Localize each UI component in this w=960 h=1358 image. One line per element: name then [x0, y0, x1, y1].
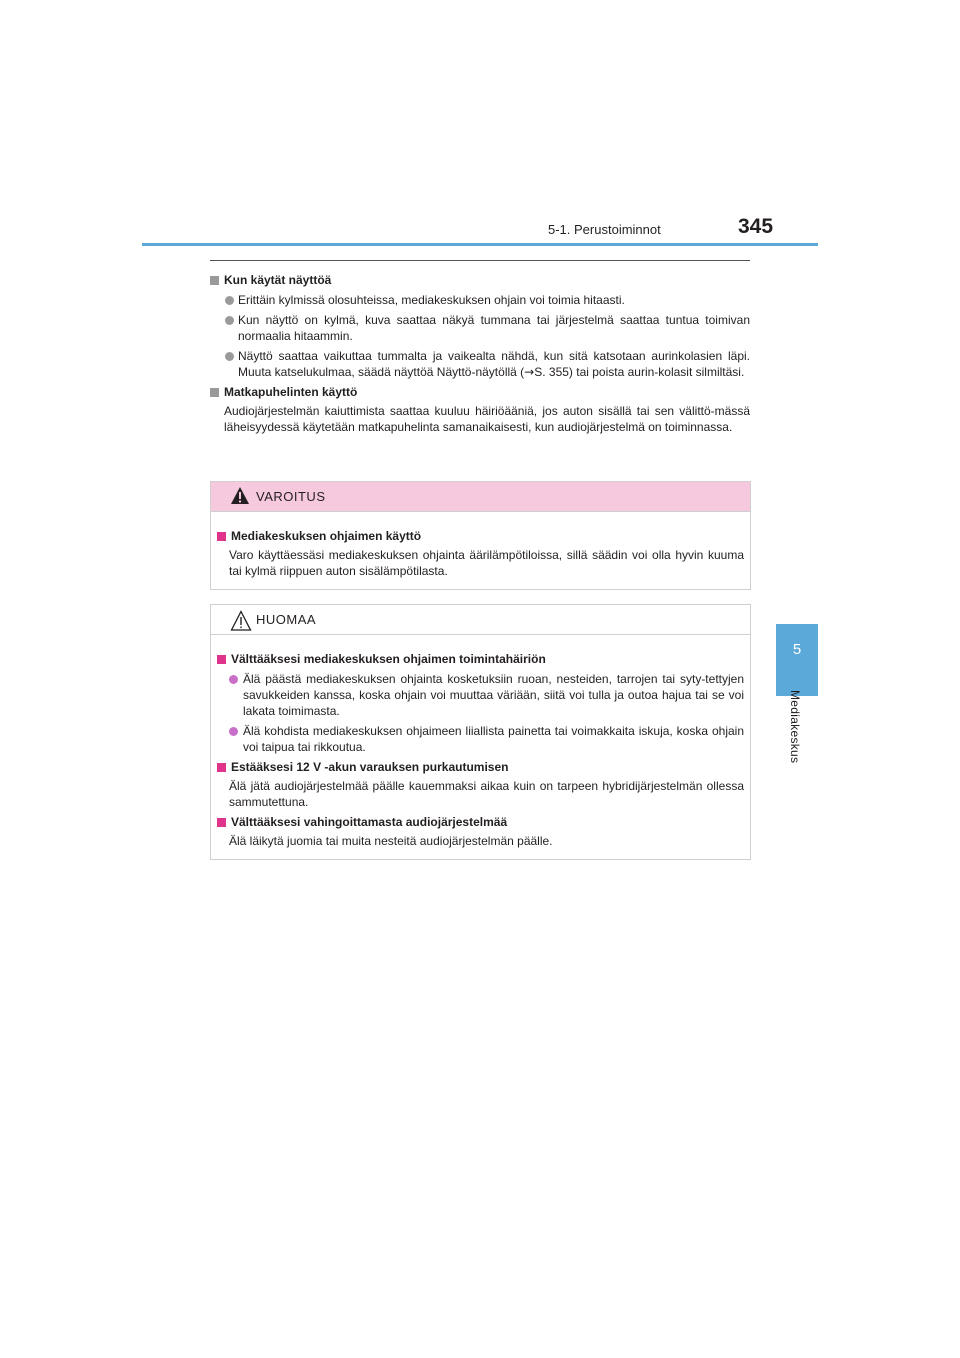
notice-item-title: Estääksesi 12 V -akun varauksen purkautumisen [231, 760, 509, 774]
list-item-text: Kun näyttö on kylmä, kuva saattaa näkyä tummana tai järjestelmä saattaa tuntua toimivan normaalia hitaammin. [238, 313, 750, 343]
list-item [217, 723, 744, 755]
notice-title: HUOMAA [256, 612, 317, 627]
warning-item-text: Varo käyttäessäsi mediakeskuksen ohjainta äärilämpötiloissa, sillä säädin voi olla hyvin kuuma tai kylmä riippuen auton sisälämpötilasta. [229, 548, 744, 578]
warning-header [211, 482, 750, 512]
chapter-number: 5 [792, 641, 802, 658]
round-bullet-icon [225, 296, 234, 305]
section-heading [210, 384, 750, 400]
warning-triangle-icon [230, 486, 250, 510]
round-bullet-icon [225, 316, 234, 325]
header-section-title: 5-1. Perustoiminnot [548, 222, 661, 237]
list-item [210, 348, 750, 380]
square-bullet-icon [217, 763, 226, 772]
list-item [210, 312, 750, 344]
notice-item-heading [217, 814, 744, 830]
chapter-tab [776, 624, 818, 696]
warning-box [210, 481, 751, 590]
list-item-text-end: ) tai poista aurin-kolasit silmiltäsi. [568, 365, 745, 379]
square-bullet-icon [210, 388, 219, 397]
round-bullet-icon [229, 727, 238, 736]
list-item [210, 292, 750, 308]
list-item-text: Erittäin kylmissä olosuhteissa, mediakeskuksen ohjain voi toimia hitaasti. [238, 293, 625, 307]
square-bullet-icon [217, 532, 226, 541]
notice-item-text: Älä jätä audiojärjestelmää päälle kauemmaksi aikaa kuin on tarpeen hybridijärjestelmän ollessa sammutettuna. [229, 779, 744, 809]
warning-title: VAROITUS [256, 489, 326, 504]
warning-body [211, 512, 750, 589]
section-paragraph: Audiojärjestelmän kaiuttimista saattaa kuuluu häiriöääniä, jos auton sisällä tai sen välittö-mässä läheisyydessä käytetään matkapuhelinta samanaikaisesti, kun audiojärjestelmä on toiminnassa. [224, 404, 750, 434]
round-bullet-icon [229, 675, 238, 684]
page-number: 345 [738, 215, 774, 238]
list-item-text: Älä kohdista mediakeskuksen ohjaimeen liiallista painetta tai voimakkaita iskuja, koska ohjain voi taipua tai rikkoutua. [243, 724, 744, 754]
list-item [217, 671, 744, 719]
warning-item-title: Mediakeskuksen ohjaimen käyttö [231, 529, 422, 543]
chapter-label: Mediakeskus [788, 690, 802, 764]
notice-box [210, 604, 751, 860]
main-content [210, 268, 750, 435]
square-bullet-icon [217, 818, 226, 827]
notice-header [211, 605, 750, 635]
content-top-rule [210, 260, 750, 261]
notice-item-title: Välttääksesi vahingoittamasta audiojärjestelmää [231, 815, 508, 829]
caution-triangle-icon [230, 610, 252, 636]
notice-item-heading [217, 759, 744, 775]
round-bullet-icon [225, 352, 234, 361]
warning-item-heading [217, 528, 744, 544]
notice-body [211, 635, 750, 859]
notice-item-heading [217, 651, 744, 667]
reference-arrow-icon: → [524, 365, 535, 379]
square-bullet-icon [210, 276, 219, 285]
notice-item-title: Välttääksesi mediakeskuksen ohjaimen toimintahäiriön [231, 652, 546, 666]
square-bullet-icon [217, 655, 226, 664]
notice-item-text: Älä läikytä juomia tai muita nesteitä audiojärjestelmän päälle. [229, 834, 553, 848]
section-title: Kun käytät näyttöä [224, 273, 332, 287]
list-item-text: Älä päästä mediakeskuksen ohjainta kosketuksiin ruoan, nesteiden, tarrojen tai syty-tettyjen savukkeiden kanssa, koska ohjain voi muuttaa väriään, siitä voi tulla ja outoa hajua tai se voi lakata toimimasta. [243, 672, 744, 718]
section-heading [210, 272, 750, 288]
header-rule [142, 243, 818, 246]
page-reference-link[interactable]: S. 355 [534, 365, 569, 379]
list-item-text: Näyttö saattaa vaikuttaa tummalta ja vaikealta nähdä, kun sitä katsotaan aurinkolasien läpi. Muuta katselukulmaa, säädä näyttöä Näyttö-näytöllä ( [238, 349, 750, 379]
section-title: Matkapuhelinten käyttö [224, 385, 358, 399]
